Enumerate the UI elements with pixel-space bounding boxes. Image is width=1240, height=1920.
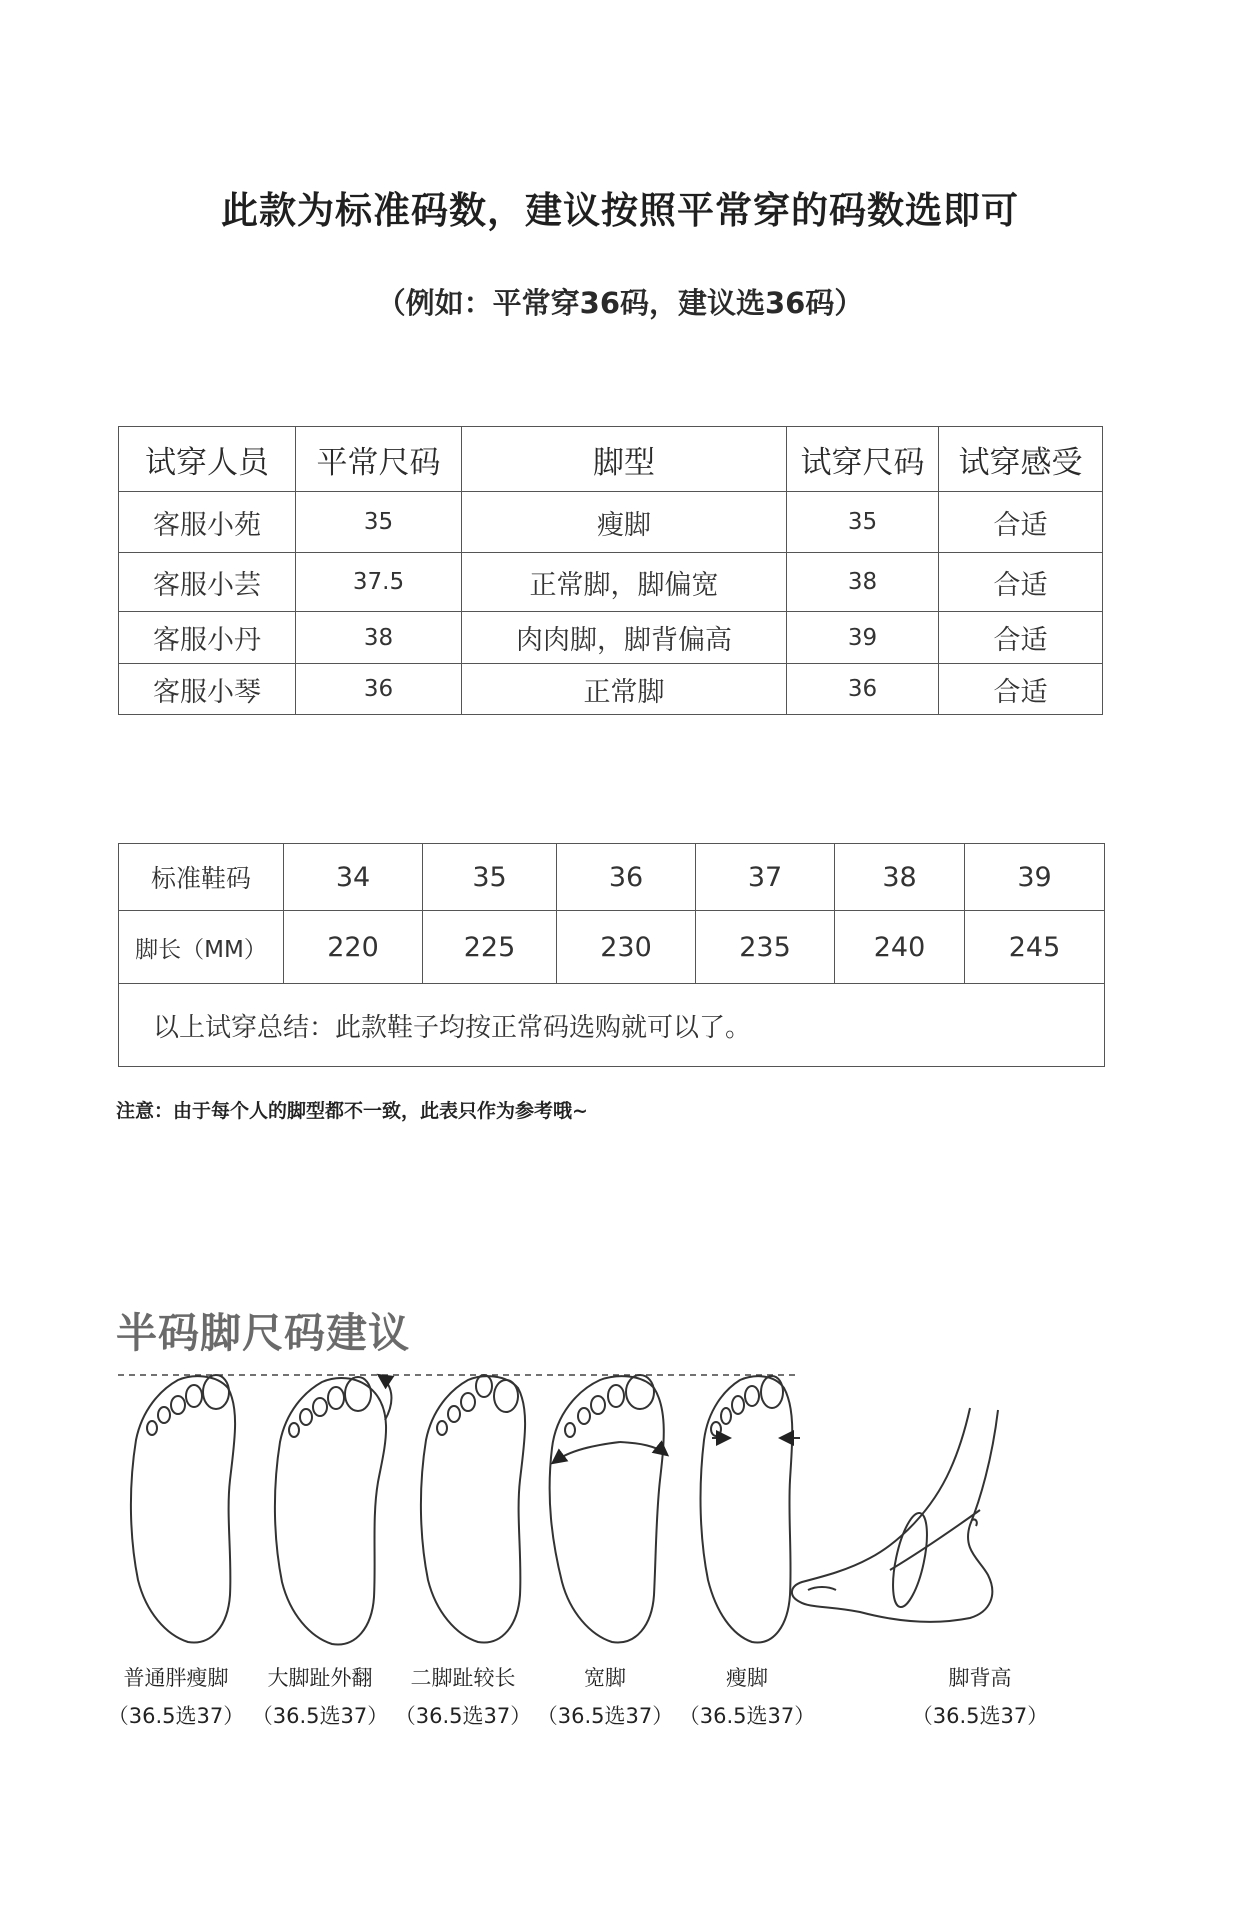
table-cell: 瘦脚 <box>462 492 787 553</box>
header-cell: 脚型 <box>462 427 787 492</box>
size-row <box>119 844 1105 911</box>
page-title: 此款为标准码数，建议按照平常穿的码数选即可 <box>221 189 1019 232</box>
foot-advice: （36.5选37） <box>251 1704 389 1728</box>
foot-advice: （36.5选37） <box>678 1704 816 1728</box>
table-cell: 35 <box>296 492 462 553</box>
table-cell: 36 <box>787 664 939 715</box>
table-cell: 37.5 <box>296 553 462 612</box>
length-cell: 220 <box>284 911 423 984</box>
foot-advice: （36.5选37） <box>911 1704 1049 1728</box>
size-cell: 39 <box>965 844 1105 911</box>
table-row <box>119 664 1103 715</box>
table-cell: 肉肉脚，脚背偏高 <box>462 612 787 664</box>
high-instep-foot-icon <box>792 1408 998 1622</box>
length-cell: 230 <box>557 911 696 984</box>
summary-row <box>119 984 1105 1067</box>
size-label: 标准鞋码 <box>119 844 284 911</box>
table-cell: 35 <box>787 492 939 553</box>
table-cell: 客服小琴 <box>119 664 296 715</box>
foot-label: 二脚趾较长 <box>410 1666 516 1690</box>
foot-advice: （36.5选37） <box>394 1704 532 1728</box>
table-cell: 正常脚 <box>462 664 787 715</box>
length-cell: 235 <box>696 911 835 984</box>
table-cell: 客服小丹 <box>119 612 296 664</box>
foot-label: 瘦脚 <box>726 1666 768 1690</box>
table-cell: 36 <box>296 664 462 715</box>
length-cell: 225 <box>423 911 557 984</box>
table-row <box>119 553 1103 612</box>
header-cell: 试穿尺码 <box>787 427 939 492</box>
foot-advice: （36.5选37） <box>536 1704 674 1728</box>
length-label: 脚长（MM） <box>119 911 284 984</box>
size-cell: 37 <box>696 844 835 911</box>
page-subtitle: （例如：平常穿36码，建议选36码） <box>376 286 864 320</box>
table-cell: 39 <box>787 612 939 664</box>
header-cell: 平常尺码 <box>296 427 462 492</box>
table-cell: 正常脚，脚偏宽 <box>462 553 787 612</box>
tryon-table <box>118 426 1103 715</box>
foot-label: 脚背高 <box>948 1666 1012 1690</box>
length-row <box>119 911 1105 984</box>
table-cell: 合适 <box>939 553 1103 612</box>
long-second-toe-foot-icon <box>421 1375 525 1642</box>
foot-label: 宽脚 <box>584 1666 626 1690</box>
foot-label: 普通胖瘦脚 <box>123 1666 229 1690</box>
table-cell: 合适 <box>939 492 1103 553</box>
summary-text: 以上试穿总结：此款鞋子均按正常码选购就可以了。 <box>119 984 1105 1067</box>
bunion-foot-icon <box>275 1376 392 1644</box>
table-row <box>119 612 1103 664</box>
header-cell: 试穿人员 <box>119 427 296 492</box>
table-cell: 客服小芸 <box>119 553 296 612</box>
note-text: 注意：由于每个人的脚型都不一致，此表只作为参考哦~ <box>116 1100 588 1122</box>
normal-foot-icon <box>131 1375 235 1642</box>
table-cell: 38 <box>787 553 939 612</box>
table-header-row <box>119 427 1103 492</box>
table-cell: 38 <box>296 612 462 664</box>
size-cell: 36 <box>557 844 696 911</box>
size-table <box>118 843 1105 1067</box>
size-cell: 34 <box>284 844 423 911</box>
narrow-foot-icon <box>701 1376 800 1642</box>
table-row <box>119 492 1103 553</box>
foot-illustrations <box>100 1350 1140 1670</box>
length-cell: 240 <box>835 911 965 984</box>
table-cell: 合适 <box>939 664 1103 715</box>
table-cell: 合适 <box>939 612 1103 664</box>
wide-foot-icon <box>550 1375 666 1642</box>
size-cell: 35 <box>423 844 557 911</box>
header-cell: 试穿感受 <box>939 427 1103 492</box>
table-cell: 客服小苑 <box>119 492 296 553</box>
length-cell: 245 <box>965 911 1105 984</box>
size-cell: 38 <box>835 844 965 911</box>
foot-advice: （36.5选37） <box>107 1704 245 1728</box>
foot-label: 大脚趾外翻 <box>267 1666 373 1690</box>
section-title: 半码脚尺码建议 <box>116 1309 410 1357</box>
